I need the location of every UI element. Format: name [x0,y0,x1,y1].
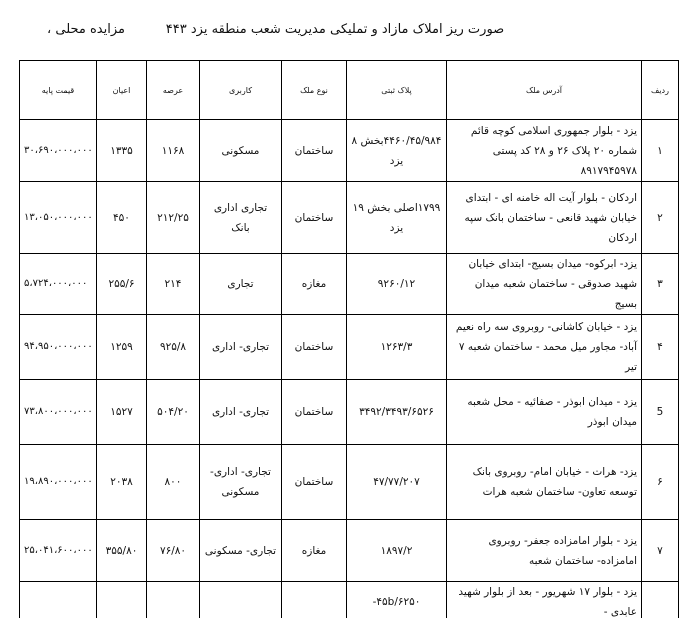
table-row [20,445,679,520]
cell-building-area: ۱۲۵۹ [97,315,147,380]
cell-type: مغازه [282,254,347,315]
cell-usage: تجاری- اداری [200,380,282,445]
cell-building-area: ۲۵۵/۶ [97,254,147,315]
table-row [20,380,679,445]
properties-table [19,60,679,618]
cell-land-area: ۱۱۶۸ [147,120,200,182]
cell-usage: تجاری اداری بانک [200,182,282,254]
cell-usage: تجاری- مسکونی [200,520,282,582]
cell-row-number: ۷ [642,520,679,582]
auction-type-label: مزایده محلی ، [47,22,125,37]
cell-usage [200,582,282,618]
cell-land-area: ۵۰۴/۲۰ [147,380,200,445]
cell-base-price: ۱۹،۸۹۰،۰۰۰،۰۰۰ [20,445,97,520]
cell-usage: تجاری [200,254,282,315]
header-building-area: اعیان [97,61,147,120]
cell-land-area [147,582,200,618]
cell-building-area: ۴۵۰ [97,182,147,254]
cell-plate: ۴۴۶۰/۴۵/۹۸۴بخش ۸ یزد [347,120,447,182]
cell-plate: ۱۲۶۳/۳ [347,315,447,380]
cell-row-number: ۴ [642,315,679,380]
cell-building-area [97,582,147,618]
cell-building-area: ۱۵۲۷ [97,380,147,445]
cell-row-number: ۲ [642,182,679,254]
cell-address: یزد - میدان ابوذر - صفائیه - محل شعبه میدان ابوذر [447,380,642,445]
cell-plate: ۹۲۶۰/۱۲ [347,254,447,315]
cell-plate: ۴۵b/۶۲۵۰- [347,582,447,618]
cell-type: ساختمان [282,120,347,182]
cell-type: ساختمان [282,182,347,254]
header-row-number: ردیف [642,61,679,120]
cell-plate: ۱۸۹۷/۲ [347,520,447,582]
cell-base-price: ۵،۷۲۴،۰۰۰،۰۰۰ [20,254,97,315]
table-row [20,182,679,254]
header-address: آدرس ملک [447,61,642,120]
cell-address: اردکان - بلوار آیت اله خامنه ای - ابتدای خیابان شهید قانعی - ساختمان بانک سپه اردکان [447,182,642,254]
cell-address: یزد- هرات - خیابان امام- روبروی بانک توسعه تعاون- ساختمان شعبه هرات [447,445,642,520]
cell-usage: تجاری- اداری [200,315,282,380]
cell-base-price: ۹۴،۹۵۰،۰۰۰،۰۰۰ [20,315,97,380]
cell-land-area: ۲۱۴ [147,254,200,315]
table-row [20,315,679,380]
document-title: صورت ریز املاک مازاد و تملیکی مدیریت شعب منطقه یزد ۴۴۳ [165,22,505,37]
cell-base-price: ۱۳،۰۵۰،۰۰۰،۰۰۰ [20,182,97,254]
header-type: نوع ملک [282,61,347,120]
table-row [20,254,679,315]
cell-row-number: ۳ [642,254,679,315]
cell-address: یزد- ابرکوه- میدان بسیج- ابتدای خیابان شهید صدوقی - ساختمان شعبه میدان بسیج [447,254,642,315]
cell-type: ساختمان [282,315,347,380]
cell-address: یزد - بلوار جمهوری اسلامی کوچه قائم شماره ۲۰ پلاک ۲۶ و ۲۸ کد پستی ۸۹۱۷۹۴۵۹۷۸ [447,120,642,182]
cell-land-area: ۲۱۲/۲۵ [147,182,200,254]
cell-land-area: ۹۲۵/۸ [147,315,200,380]
cell-row-number: ۱ [642,120,679,182]
table-row [20,520,679,582]
header-base-price: قیمت پایه [20,61,97,120]
cell-base-price: ۲۵،۰۴۱،۶۰۰،۰۰۰ [20,520,97,582]
cell-type: ساختمان [282,380,347,445]
cell-row-number: ۶ [642,445,679,520]
cell-address: یزد - بلوار ۱۷ شهریور - بعد از بلوار شهید عابدی - [447,582,642,618]
cell-address: یزد - بلوار امامزاده جعفر- روبروی امامزاده- ساختمان شعبه [447,520,642,582]
cell-type: ساختمان [282,445,347,520]
header-usage: کاربری [200,61,282,120]
header-plate: پلاک ثبتی [347,61,447,120]
table-header-row [20,61,679,120]
table-row [20,120,679,182]
cell-building-area: ۳۵۵/۸۰ [97,520,147,582]
cell-type: مغازه [282,520,347,582]
cell-land-area: ۷۶/۸۰ [147,520,200,582]
cell-address: یزد - خیابان کاشانی- روبروی سه راه نعیم آباد- مجاور میل محمد - ساختمان شعبه ۷ تیر [447,315,642,380]
cell-plate: ۴۷/۷۷/۲۰۷ [347,445,447,520]
cell-base-price: ۳۰،۶۹۰،۰۰۰،۰۰۰ [20,120,97,182]
cell-type [282,582,347,618]
cell-building-area: ۱۳۳۵ [97,120,147,182]
cell-base-price: ۷۳،۸۰۰،۰۰۰،۰۰۰ [20,380,97,445]
cell-land-area: ۸۰۰ [147,445,200,520]
header-land-area: عرصه [147,61,200,120]
cell-row-number: 5 [642,380,679,445]
cell-plate: ۳۴۹۲/۳۴۹۳/۶۵۲۶ [347,380,447,445]
cell-building-area: ۲۰۳۸ [97,445,147,520]
cell-plate: ۱۷۹۹اصلی بخش ۱۹ یزد [347,182,447,254]
cell-base-price [20,582,97,618]
table-row [20,582,679,618]
cell-row-number [642,582,679,618]
cell-usage: تجاری- اداری- مسکونی [200,445,282,520]
cell-usage: مسکونی [200,120,282,182]
